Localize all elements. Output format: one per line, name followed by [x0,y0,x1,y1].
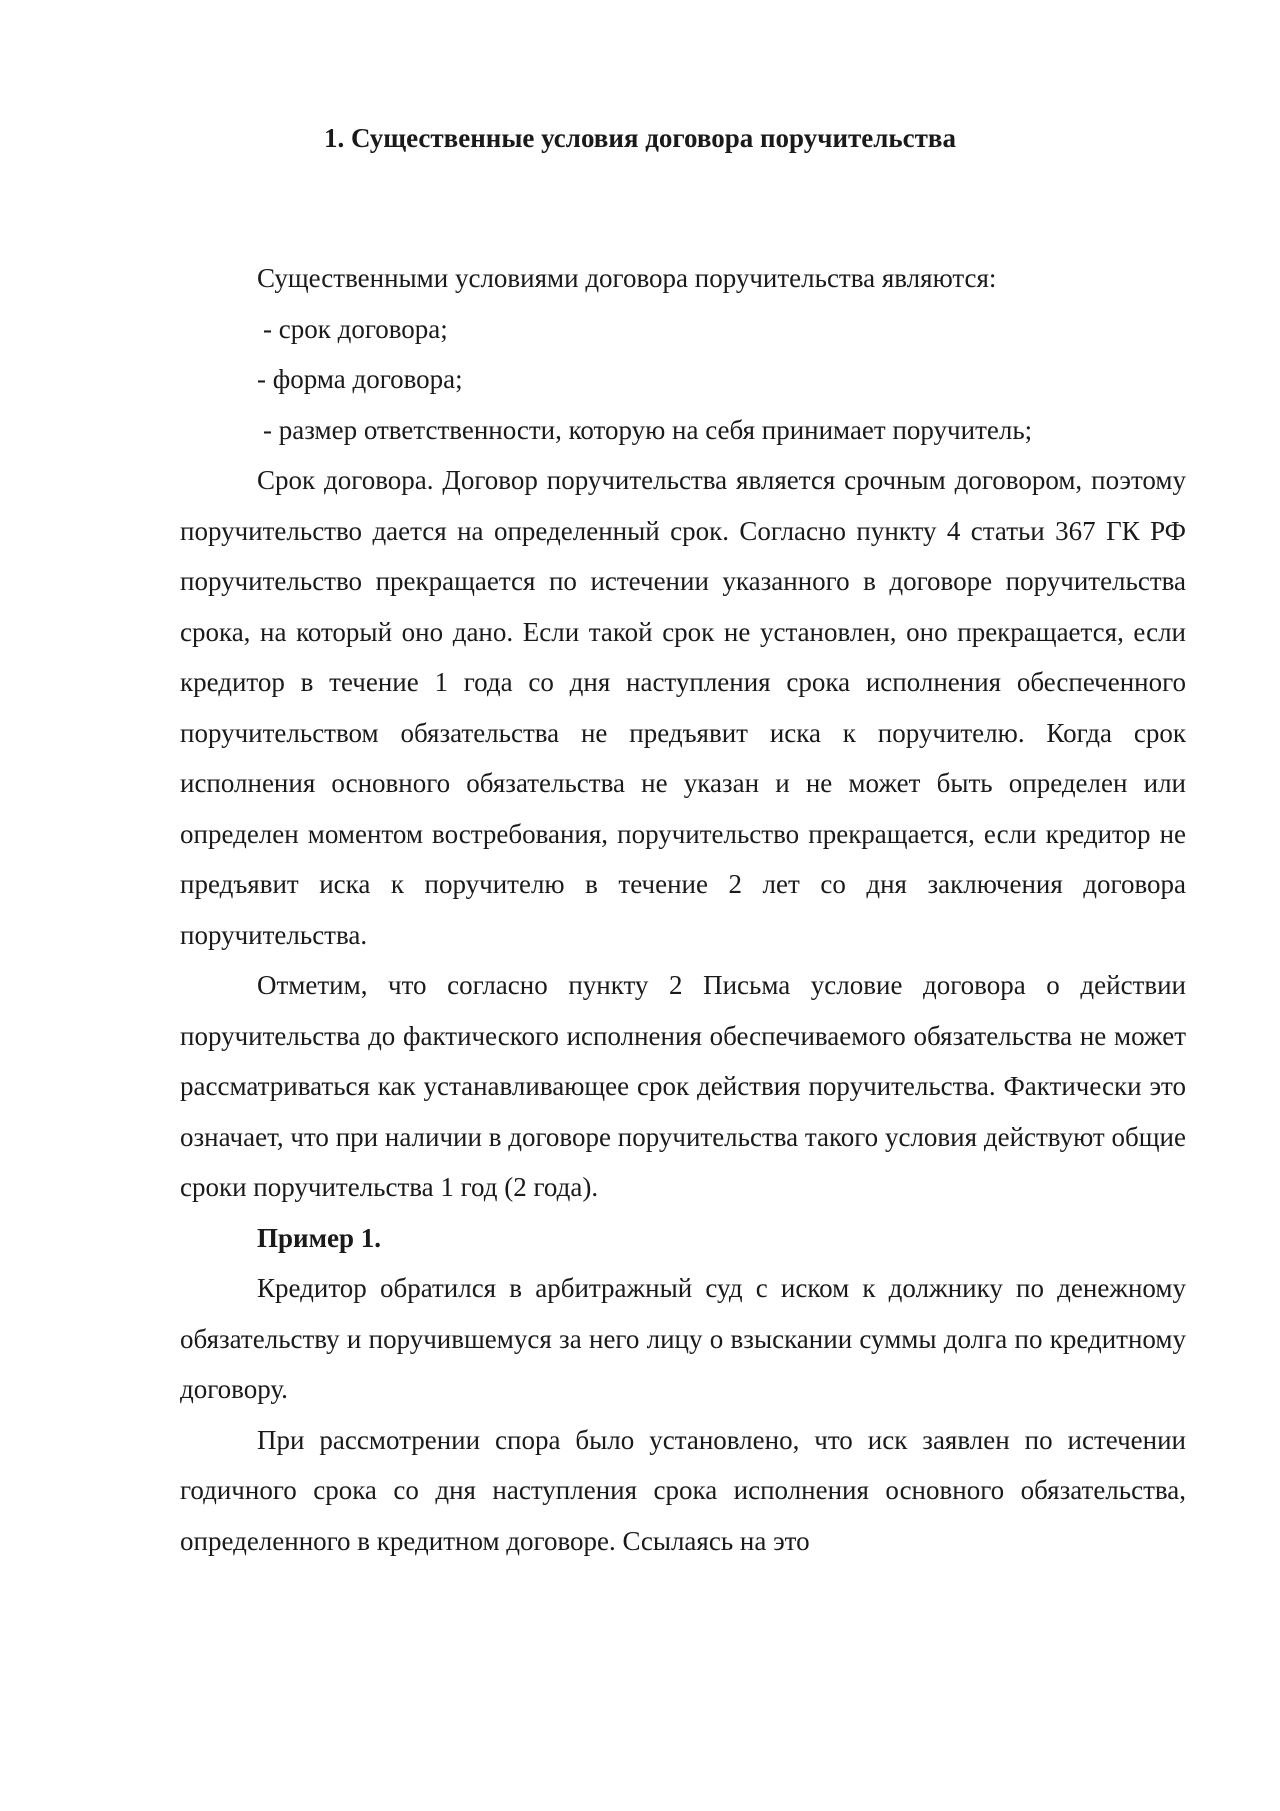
example-paragraph-claim: Кредитор обратился в арбитражный суд с иском к должнику по денежному обязательству и поручившемуся за него лицу о взыскании суммы долга по кредитному договору. [180,1273,1186,1404]
list-item-liability: - размер ответственности, которую на себя принимает поручитель; [263,414,1033,445]
intro-paragraph: Существенными условиями договора поручительства являются: [257,263,997,293]
document-body [180,253,1186,1566]
paragraph-term: Срок договора. Договор поручительства является срочным договором, поэтому поручительство дается на определенный срок. Согласно пункту 4 статьи 367 ГК РФ поручительство прекращается по истечении указанного в договоре поручительства срока, на который оно дано. Если такой срок не установлен, оно прекращается, если кредитор в течение 1 года со дня наступления срока исполнения обеспеченного поручительством обязательства не предъявит иска к поручителю. Когда срок исполнения основного обязательства не указан и не может быть определен или определен моментом востребования, поручительство прекращается, если кредитор не предъявит иска к поручителю в течение 2 лет со дня заключения договора поручительства. [180,465,1186,950]
example-paragraph-review: При рассмотрении спора было установлено, что иск заявлен по истечении годичного срока со дня наступления срока исполнения основного обязательства, определенного в кредитном договоре. Ссылаясь на это [180,1424,1186,1556]
example-heading: Пример 1. [257,1222,381,1253]
list-item-term: - срок договора; [263,313,448,344]
list-item-form: - форма договора; [257,364,463,394]
page-title: 1. Существенные условия договора поручительства [323,123,957,153]
paragraph-note: Отметим, что согласно пункту 2 Письма условие договора о действии поручительства до фактического исполнения обеспечиваемого обязательства не может рассматриваться как устанавливающее срок действия поручительства. Фактически это означает, что при наличии в договоре поручительства такого условия действуют общие сроки поручительства 1 год (2 года). [180,970,1186,1202]
